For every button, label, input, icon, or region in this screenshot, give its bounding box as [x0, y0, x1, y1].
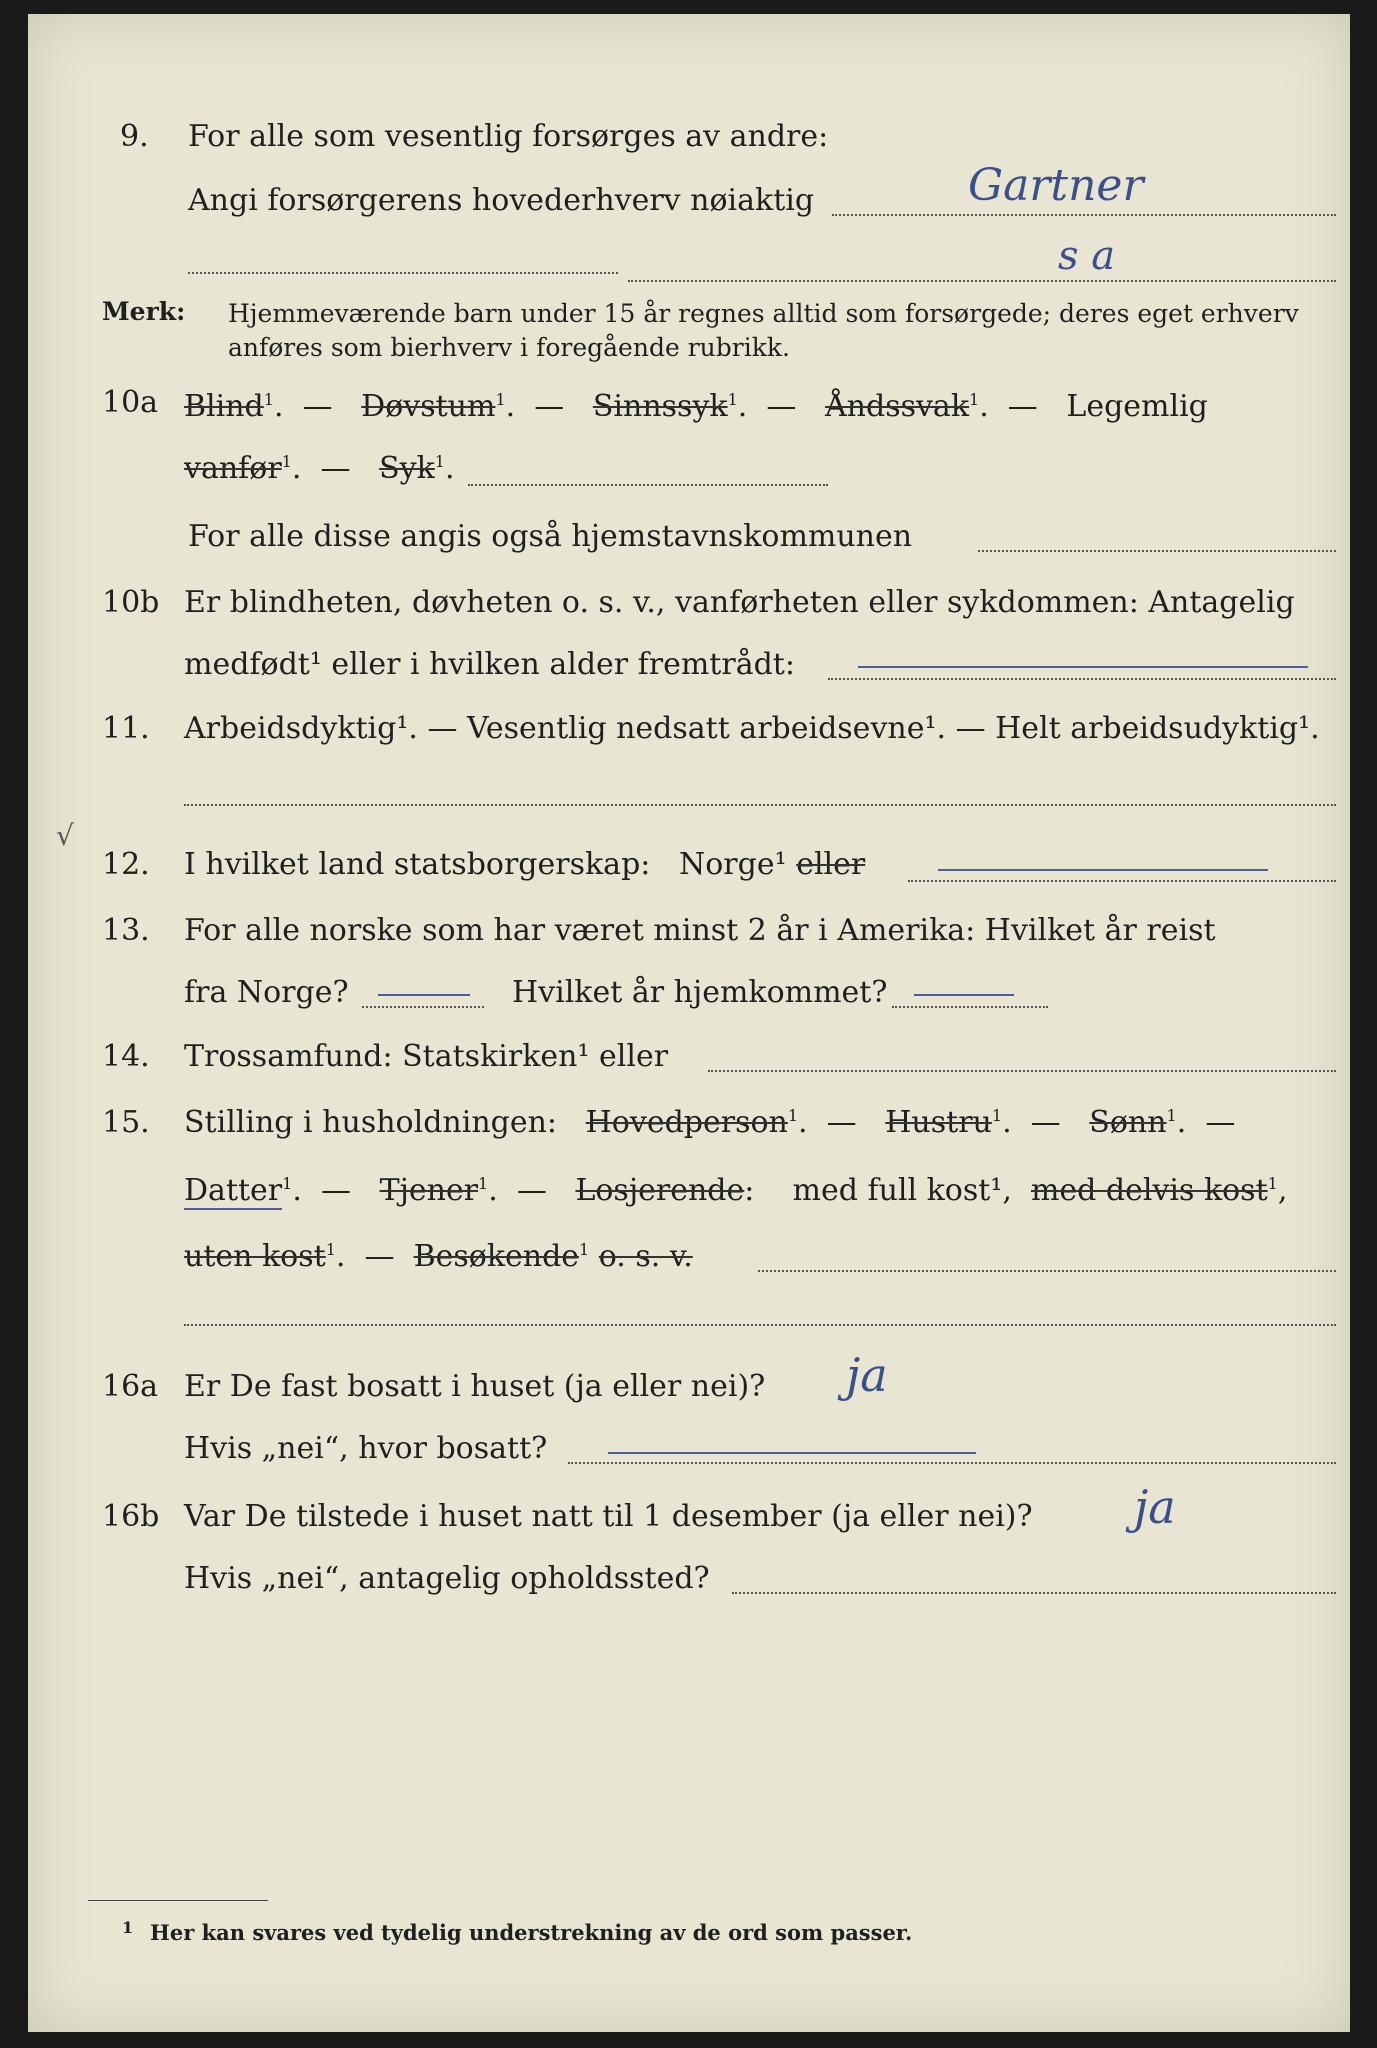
q12-pen-dash — [938, 869, 1268, 871]
q9-answer-ditto: s a — [1058, 233, 1116, 279]
q10a-vanfor: vanfør — [184, 451, 282, 486]
q16a-number: 16a — [102, 1369, 159, 1404]
q15-line3-dots — [758, 1270, 1336, 1272]
q10a-line2-dots — [468, 484, 828, 486]
q10b-line2: medfødt¹ eller i hvilken alder fremtrådt: — [184, 647, 795, 682]
q10b-number: 10b — [102, 585, 160, 620]
merk-label: Merk: — [102, 297, 186, 326]
q13-line2b: Hvilket år hjemkommet? — [512, 975, 888, 1010]
q9-line1: For alle som vesentlig forsørges av andre: — [188, 119, 829, 154]
q14-line: Trossamfund: Statskirken¹ eller — [184, 1039, 669, 1074]
q15-besokende: Besøkende — [413, 1239, 580, 1274]
q10a-line3-dots — [978, 550, 1336, 552]
q16b-answer: ja — [1134, 1480, 1176, 1534]
q10b-line1: Er blindheten, døvheten o. s. v., vanførheten eller sykdommen: Antagelig — [184, 585, 1295, 620]
q15-fullkost: med full kost¹, — [792, 1173, 1012, 1208]
q15-losjerende: Losjerende — [575, 1173, 745, 1208]
q9-answer-occupation: Gartner — [968, 160, 1144, 211]
q12-text: I hvilket land statsborgerskap: — [184, 847, 651, 882]
merk-line2: anføres som bierhverv i foregående rubrikk. — [228, 333, 790, 362]
q15-sonn: Sønn — [1089, 1105, 1167, 1140]
footnote-text: Her kan svares ved tydelig understrekning av de ord som passer. — [150, 1920, 913, 1945]
q16b-number: 16b — [102, 1499, 160, 1534]
q12-norge: Norge¹ — [679, 847, 787, 882]
q13-line1: For alle norske som har været minst 2 år i Amerika: Hvilket år reist — [184, 913, 1216, 948]
q13-line2a: fra Norge? — [184, 975, 349, 1010]
q10a-line1: Blind$^1$. — Døvstum$^1$. — Sinnssyk$^1$. — Åndssvak$^1$. — Legemlig — [184, 389, 1208, 424]
q13-reist-pen — [378, 994, 470, 996]
q10a-legemlig: Legemlig — [1066, 389, 1208, 424]
q14-answer-dots — [708, 1070, 1336, 1072]
q9-line2: Angi forsørgerens hovederhverv nøiaktig — [188, 183, 815, 218]
q15-lead: Stilling i husholdningen: — [184, 1105, 558, 1140]
q15-number: 15. — [102, 1105, 150, 1140]
q11-answer-dots — [184, 804, 1336, 806]
q13-reist-dots — [362, 1006, 484, 1008]
census-form-page — [28, 14, 1350, 2032]
q15-line2: Datter$^1$. — Tjener$^1$. — Losjerende: med full kost¹, med delvis kost$^1$, — [184, 1173, 1288, 1208]
q11-line1: Arbeidsdyktig¹. — Vesentlig nedsatt arbeidsevne¹. — Helt arbeidsudyktig¹. — [184, 711, 1320, 746]
q12-line — [184, 847, 866, 882]
q10a-dovstum: Døvstum — [361, 389, 496, 424]
q12-number: 12. — [102, 847, 150, 882]
q16a-line1: Er De fast bosatt i huset (ja eller nei)? — [184, 1369, 766, 1404]
footnote-rule — [88, 1900, 268, 1901]
q15-utenkost: uten kost — [184, 1239, 326, 1274]
q12-checkmark: √ — [56, 819, 74, 852]
q10a-line2: vanfør$^1$. — Syk$^1$. — [184, 451, 455, 486]
q12-eller: eller — [796, 847, 866, 882]
q12-answer-dots — [908, 880, 1336, 882]
q9-answer-line2a — [188, 272, 618, 274]
q15-hovedperson: Hovedperson — [585, 1105, 788, 1140]
q9-number: 9. — [120, 119, 149, 154]
q16b-answer-dots — [732, 1592, 1336, 1594]
q10b-answer-dots — [828, 678, 1336, 680]
q15-datter: Datter — [184, 1173, 283, 1208]
q10a-line3: For alle disse angis også hjemstavnskommunen — [188, 519, 913, 554]
q16b-line2: Hvis „nei“, antagelig opholdssted? — [184, 1561, 710, 1596]
q16b-line1: Var De tilstede i huset natt til 1 desember (ja eller nei)? — [184, 1499, 1033, 1534]
q13-number: 13. — [102, 913, 150, 948]
q16a-line2: Hvis „nei“, hvor bosatt? — [184, 1431, 548, 1466]
q9-answer-line2b — [628, 280, 1336, 282]
q15-line1: Stilling i husholdningen: Hovedperson$^1$. — Hustru$^1$. — Sønn$^1$. — — [184, 1105, 1236, 1140]
q14-number: 14. — [102, 1039, 150, 1074]
q10b-pen-dash — [858, 666, 1308, 668]
q15-extra-dots — [184, 1324, 1336, 1326]
q15-line3: uten kost$^1$. — Besøkende$^1$ o. s. v. — [184, 1239, 693, 1274]
q10a-sinnssyk: Sinnssyk — [592, 389, 728, 424]
q16a-answer-dots — [568, 1462, 1336, 1464]
q15-osv: o. s. v. — [598, 1239, 693, 1274]
q9-answer-line1 — [832, 214, 1336, 216]
q10a-blind: Blind — [184, 389, 264, 424]
q11-number: 11. — [102, 711, 150, 746]
q16a-pen-dash — [608, 1452, 976, 1454]
q15-delviskost: med delvis kost — [1030, 1173, 1268, 1208]
q15-tjener: Tjener — [379, 1173, 479, 1208]
q15-hustru: Hustru — [885, 1105, 992, 1140]
merk-line1: Hjemmeværende barn under 15 år regnes alltid som forsørgede; deres eget erhverv — [228, 299, 1299, 328]
q10a-syk: Syk — [379, 451, 435, 486]
q13-hjem-pen — [914, 994, 1014, 996]
footnote-mark: 1 — [122, 1918, 134, 1937]
q10a-andssvak: Åndssvak — [825, 389, 969, 424]
q10a-number: 10a — [102, 385, 159, 420]
q16a-answer: ja — [846, 1348, 888, 1402]
q13-hjem-dots — [892, 1006, 1048, 1008]
